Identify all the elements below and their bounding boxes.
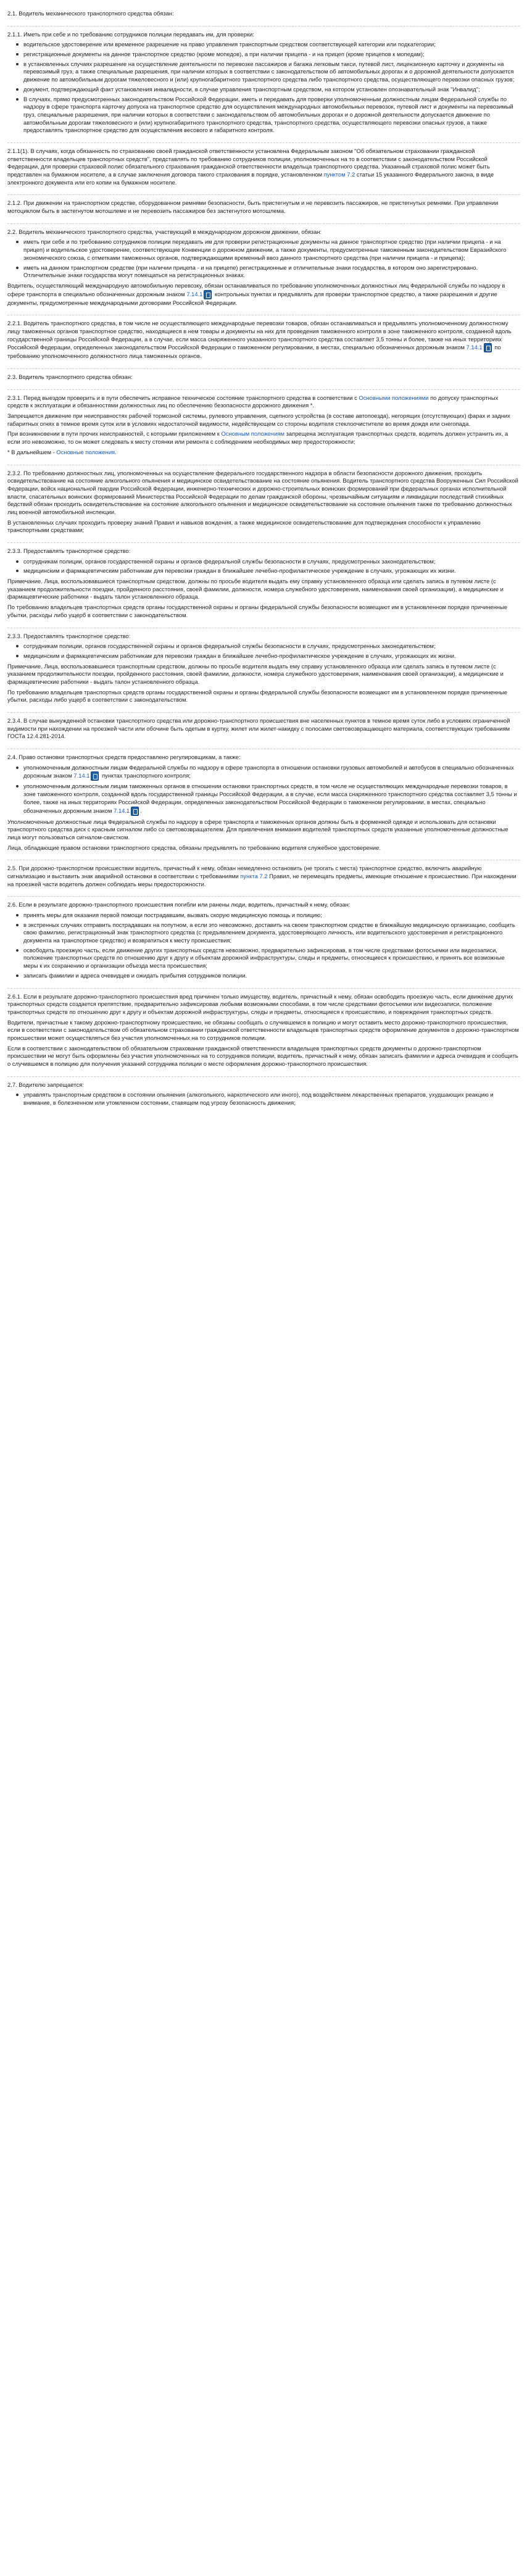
section-2-1-1 <box>7 26 520 143</box>
section-2-6-1 <box>7 988 520 1076</box>
bullet-list <box>7 558 520 575</box>
list-item: медицинским и фармацевтическим работникам для перевозки граждан в ближайшее лечебно-профилактическое учреждение в случаях, угрожающих их жизни. <box>23 567 520 575</box>
paragraph: 2.3.4. В случае вынужденной остановки транспортного средства или дорожно-транспортного происшествия вне населенных пунктов в темное время суток либо в условиях ограниченной видимости при нахождении на проезжей части или обочине быть одетым в куртку, жилет или жилет-накидку с полосами световозвращающего материала, соответствующих требованиям ГОСТа 12.4.281-2014. <box>7 717 510 740</box>
list-item: сотрудникам полиции, органов государственной охраны и органов федеральной службы безопасности в случаях, предусмотренных законодательством; <box>23 558 520 566</box>
text: 2.5. При дорожно-транспортном происшествии водитель, причастный к нему, обязан немедленно остановить (не трогать с места) транспортное средство, включить аварийную сигнализацию и выставить знак аварийной остановки в соответствии с требованиями <box>7 865 482 879</box>
text: . <box>140 807 142 814</box>
list-item <box>23 764 520 781</box>
list-item: иметь на данном транспортном средстве (при наличии прицепа - и на прицепе) регистрационные и отличительные знаки государства, в котором оно зарегистрировано. Отличительные знаки государства могут помещаться на регистрационных знаках. <box>23 264 520 280</box>
section-2-1-1-1 <box>7 143 520 194</box>
paragraph <box>7 320 520 360</box>
section-2-3-4 <box>7 712 520 749</box>
list-item: записать фамилии и адреса очевидцев и ожидать прибытия сотрудников полиции. <box>23 972 520 980</box>
list-item <box>23 783 520 815</box>
paragraph <box>7 282 520 307</box>
text: . <box>115 448 117 455</box>
text: Водитель, осуществляющий международную автомобильную перевозку, обязан останавливаться по требованию уполномоченных должностных лиц Федеральной службы по надзору в сфере транспорта в специально обозначенных дорожным знаком <box>7 281 505 297</box>
link-sign-7-14-1[interactable]: 7.14.1 <box>114 807 130 814</box>
section-2-4 <box>7 749 520 860</box>
footnote <box>7 449 520 457</box>
list-item: медицинским и фармацевтическим работникам для перевозки граждан в ближайшее лечебно-профилактическое учреждение в случаях, угрожающих их жизни. <box>23 652 520 660</box>
road-sign-icon <box>484 343 492 352</box>
text: по требованию уполномоченного должностного лица таможенных органов. <box>7 344 501 360</box>
text: * В дальнейшем - <box>7 448 57 455</box>
paragraph: По требованию владельцев транспортных средств органы государственной охраны и органы федеральной службы безопасности возмещают им в установленном порядке причиненные убытки, расходы либо ущерб в соответствии с законодательством. <box>7 604 507 618</box>
text: 2.1.1(1). В случаях, когда обязанность по страхованию своей гражданской ответственности установлена Федеральным законом "Об обязательном страховании гражданской ответственности владельцев транспортных средств", представлять по требованию сотрудников полиции, уполномоченных на то в соответствии с законодательством Российской Федерации, для проверки страховой полис обязательного страхования гражданской ответственности владельца транспортного средства. Указанный страховой полис может быть представлен на бумажном носителе, а в случае заключения договора такого страхования в порядке, установленном <box>7 147 490 178</box>
list-item: регистрационные документы на данное транспортное средство (кроме мопедов), а при наличии прицепа - и на прицеп (кроме прицепов к мопедам); <box>23 51 520 59</box>
section-2-5 <box>7 860 520 896</box>
paragraph-lead: 2.6. Если в результате дорожно-транспортного происшествия погибли или ранены люди, водитель, причастный к нему, обязан: <box>7 901 351 908</box>
text: Правил, не перемещать предметы, имеющие отношение к происшествию. При нахождении на проезжей части водитель должен соблюдать меры предосторожности. <box>7 872 517 887</box>
paragraph: Водители, причастные к такому дорожно-транспортному происшествию, не обязаны сообщать о случившемся в полицию и могут оставить место дорожно-транспортного происшествия, если в соответствии с законодательством об обязательном страховании гражданской ответственности владельцев транспортных средств оформление документов о дорожно-транспортном происшествии может осуществляться без участия уполномоченных на то сотрудников полиции. <box>7 1018 519 1041</box>
text: по допуску транспортных средств к эксплуатации и обязанностями должностных лиц по обеспечению безопасности дорожного движения *. <box>7 394 499 409</box>
section-heading: 2.1. Водитель механического транспортного средства обязан: <box>7 10 174 17</box>
paragraph-lead: 2.2. Водитель механического транспортного средства, участвующий в международном дорожном движении, обязан: <box>7 228 322 235</box>
paragraph: Примечание. Лица, воспользовавшиеся транспортным средством, должны по просьбе водителя выдать ему справку установленного образца или сделать запись в путевом листе (с указанием продолжительности поездки, пройденного расстояния, своей фамилии, должности, номера служебного удостоверения, наименования своей организации), а медицинские и фармацевтические работники - выдать талон установленного образца. <box>7 662 504 685</box>
text: пунктах транспортного контроля; <box>100 772 191 779</box>
list-item: в установленных случаях разрешение на осуществление деятельности по перевозке пассажиров и багажа легковым такси, путевой лист, лицензионную карточку и документы на перевозимый груз, а также специальные разрешения, при наличии которых в соответствии с законодательством об автомобильных дорогах и о дорожной деятельности допускается движение по автомобильным дорогам тяжеловесного и (или) крупногабаритного транспортного средства либо транспортного средства, осуществляющего перевозки опасных грузов; <box>23 60 520 84</box>
road-sign-icon <box>131 807 139 816</box>
text: 2.2.1. Водитель транспортного средства, в том числе не осуществляющего международные перевозки товаров, обязан останавливаться и предъявлять уполномоченному должностному лицу таможенных органов транспортное средство, находящиеся в нем товары и документы на них для проведения таможенного контроля в зоне таможенного контроля, созданной вдоль государственной границы Российской Федерации, а в случае, если масса снаряженного указанного транспортного средства составляет 3,5 тонны и более, также на иных территориях Российской Федерации, определенных законодательством Российской Федерации о таможенном регулировании, в местах, специально обозначенных дорожным знаком <box>7 320 512 351</box>
paragraph: Уполномоченные должностные лица Федеральной службы по надзору в сфере транспорта и таможенных органов должны быть в форменной одежде и использовать для остановки транспортного средства диск с красным сигналом либо со световозвращателем. Для привлечения внимания водителей транспортных средств указанные уполномоченные должностные лица могут пользоваться сигналом-свистком. <box>7 818 508 841</box>
list-item: освободить проезжую часть, если движение других транспортных средств невозможно, предварительно зафиксировав, в том числе средствами фотосъемки или видеозаписи, положение транспортных средств по отношению друг к другу и объектам дорожной инфраструктуры, следы и предметы, относящиеся к происшествию, и принять все возможные меры к их сохранению и организации объезда места происшествия; <box>23 947 520 970</box>
link-osnovnye-polozheniya[interactable]: Основными положениями <box>359 394 429 401</box>
paragraph: В установленных случаях проходить проверку знаний Правил и навыков вождения, а также медицинское освидетельствование для подтверждения способности к управлению транспортными средствами; <box>7 518 481 534</box>
link-punkt-7-2[interactable]: пунктом 7.2 <box>323 171 355 178</box>
bullet-list <box>7 238 520 279</box>
list-item: в экстренных случаях отправить пострадавших на попутном, а если это невозможно, доставить на своем транспортном средстве в ближайшую медицинскую организацию, сообщить свою фамилию, регистрационный знак транспортного средства (с предъявлением документа, удостоверяющего личность, или водительского удостоверения и регистрационного документа на транспортное средство) и возвратиться к месту происшествия; <box>23 921 520 945</box>
text: контрольных пунктах и предъявлять для проверки транспортное средство, а также разрешения и другие документы, предусмотренные международными договорами Российской Федерации. <box>7 290 497 306</box>
paragraph-lead: 2.7. Водителю запрещается: <box>7 1081 84 1088</box>
list-item: документ, подтверждающий факт установления инвалидности, в случае управления транспортным средством, на котором установлен опознавательный знак "Инвалид"; <box>23 86 520 94</box>
bullet-list <box>7 912 520 980</box>
bullet-list <box>7 764 520 816</box>
section-2-3-1 <box>7 389 520 465</box>
paragraph <box>7 865 520 888</box>
paragraph-lead: 2.3.3. Предоставлять транспортное средство: <box>7 632 131 639</box>
link-sign-7-14-1[interactable]: 7.14.1 <box>186 290 203 297</box>
section-2-7 <box>7 1076 520 1115</box>
paragraph-lead: 2.1.1. Иметь при себе и по требованию сотрудников полиции передавать им, для проверки: <box>7 30 254 38</box>
paragraph: 2.3. Водитель транспортного средства обязан: <box>7 373 133 380</box>
section-2-1 <box>7 7 520 26</box>
paragraph-lead: 2.4. Право остановки транспортных средств предоставлено регулировщикам, а также: <box>7 754 241 761</box>
section-2-2-1 <box>7 315 520 368</box>
bullet-list <box>7 1091 520 1107</box>
paragraph <box>7 430 520 446</box>
section-2-3-2 <box>7 465 520 543</box>
paragraph <box>7 394 520 410</box>
list-item: сотрудникам полиции, органов государственной охраны и органов федеральной службы безопасности в случаях, предусмотренных законодательством; <box>23 642 520 650</box>
paragraph-lead: 2.3.3. Предоставлять транспортное средство: <box>7 547 131 554</box>
road-sign-icon <box>91 771 99 781</box>
section-2-3-3 <box>7 542 520 628</box>
link-sign-7-14-1[interactable]: 7.14.1 <box>73 772 90 779</box>
list-item: управлять транспортным средством в состоянии опьянения (алкогольного, наркотического или иного), под воздействием лекарственных препаратов, ухудшающих реакцию и внимание, в болезненном или утомленном состоянии, ставящем под угрозу безопасность движения; <box>23 1091 520 1107</box>
paragraph: Запрещается движение при неисправностях рабочей тормозной системы, рулевого управления, сцепного устройства (в составе автопоезда), негорящих (отсутствующих) фарах и задних габаритных огнях в темное время суток или в условиях недостаточной видимости, недействующем со стороны водителя стеклоочистителе во время дождя или снегопада. <box>7 412 510 427</box>
section-2-2 <box>7 223 520 315</box>
road-sign-icon <box>204 290 212 299</box>
paragraph: Если в соответствии с законодательством об обязательном страховании гражданской ответственности владельцев транспортных средств документы о дорожно-транспортном происшествии не могут быть оформлены без участия уполномоченных на то сотрудников полиции, водитель, причастный к нему, обязан записать фамилии и адреса очевидцев и сообщить о случившемся в полицию для получения указаний сотрудника полиции о месте оформления дорожно-транспортного происшествия. <box>7 1044 518 1067</box>
text: запрещена эксплуатация транспортных средств, водитель должен устранить их, а если это невозможно, то он может следовать к месту стоянки или ремонта с соблюдением необходимых мер предосторожности; <box>7 430 508 446</box>
paragraph: 2.3.2. По требованию должностных лиц, уполномоченных на осуществление федерального государственного надзора в области безопасности дорожного движения, проходить освидетельствование на состояние алкогольного опьянения и медицинское освидетельствование на состояние опьянения. Водитель транспортного средства Вооруженных Сил Российской Федерации, войск национальной гвардии Российской Федерации, инженерно-технических и дорожно-строительных воинских формирований при федеральных органах исполнительной власти, спасательных воинских формирований Министерства Российской Федерации по делам гражданской обороны, чрезвычайным ситуациям и ликвидации последствий стихийных бедствий обязан проходить освидетельствование на состояние алкогольного опьянения и медицинское освидетельствование на состояние опьянения также по требованию должностных лиц военной автомобильной инспекции. <box>7 469 518 515</box>
section-2-6 <box>7 896 520 987</box>
paragraph: 2.1.2. При движении на транспортном средстве, оборудованном ремнями безопасности, быть пристегнутым и не перевозить пассажиров, не пристегнутых ремнями. При управлении мотоциклом быть в застегнутом мотошлеме и не перевозить пассажиров без застегнутого мотошлема. <box>7 199 499 215</box>
text: При возникновении в пути прочих неисправностей, с которыми приложением к <box>7 430 222 438</box>
link-osnovnym-polozheniyam[interactable]: Основным положениям <box>221 430 284 438</box>
paragraph <box>7 147 520 186</box>
text: статьи 15 указанного Федерального закона, в виде электронного документа или его копии на бумажном носителе. <box>7 171 494 186</box>
paragraph: Примечание. Лица, воспользовавшиеся транспортным средством, должны по просьбе водителя выдать ему справку установленного образца или сделать запись в путевом листе (с указанием продолжительности поездки, пройденного расстояния, своей фамилии, должности, номера служебного удостоверения, наименования своей организации), а медицинские и фармацевтические работники - выдать талон установленного образца. <box>7 578 504 600</box>
link-sign-7-14-1[interactable]: 7.14.1 <box>466 344 483 351</box>
document <box>0 0 527 1121</box>
section-2-3-3-duplicate <box>7 628 520 713</box>
paragraph: 2.6.1. Если в результате дорожно-транспортного происшествия вред причинен только имуществу, водитель, причастный к нему, обязан освободить проезжую часть, если движение других транспортных средств создается препятствие, предварительно зафиксировав любыми возможными способами, в том числе средствами фотосъемки или видеозаписи, положение транспортных средств по отношению друг к другу и объектам дорожной инфраструктуры, следы и предметы, относящиеся к происшествию, и повреждения транспортных средств. <box>7 992 513 1015</box>
list-item: В случаях, прямо предусмотренных законодательством Российской Федерации, иметь и передавать для проверки уполномоченным должностным лицам Федеральной службы по надзору в сфере транспорта карточку допуска на транспортное средство для осуществления международных автомобильных перевозок, путевой лист и документы на перевозимый груз, специальные разрешения, при наличии которых в соответствии с законодательством об автомобильных дорогах и о дорожной деятельности допускается движение по автомобильным дорогам тяжеловесного и (или) крупногабаритного транспортного средства, транспортного средства, осуществляющего перевозки опасных грузов, а также предоставлять транспортное средство для осуществления весового и габаритного контроля. <box>23 96 520 135</box>
paragraph: Лица, обладающие правом остановки транспортного средства, обязаны предъявлять по требованию водителя служебное удостоверение. <box>7 844 381 851</box>
text: уполномоченным должностным лицам Федеральной службы по надзору в сфере транспорта в отношении остановки грузовых автомобилей и автобусов в специально обозначенных дорожным знаком <box>23 763 514 779</box>
bullet-list <box>7 642 520 660</box>
link-osnovnye-polozheniya-footnote[interactable]: Основные положения <box>56 448 115 455</box>
text: уполномоченным должностным лицам таможенных органов в отношении остановки транспортных средств, в том числе не осуществляющих международные перевозки товаров, в зоне таможенного контроля, созданной вдоль государственной границы Российской Федерации, а в случае, если масса снаряженного транспортного средства составляет 3,5 тонны и более, также на иных территориях Российской Федерации, определенных законодательством Российской Федерации о таможенном регулировании, в местах, специально обозначенных дорожным знаком <box>23 783 517 814</box>
list-item: принять меры для оказания первой помощи пострадавшим, вызвать скорую медицинскую помощь и полицию; <box>23 912 520 920</box>
section-2-1-2 <box>7 194 520 223</box>
section-2-3 <box>7 368 520 389</box>
list-item: иметь при себе и по требованию сотрудников полиции передавать им для проверки регистрационные документы на данное транспортное средство (при наличии прицепа - и на прицеп) и водительское удостоверение, соответствующие Конвенции о дорожном движении, а также документы, предусмотренные таможенным законодательством Евразийского экономического союза, с отметками таможенных органов, подтверждающими временный ввоз данного транспортного средства (при наличии прицепа - и прицепа); <box>23 238 520 262</box>
paragraph: По требованию владельцев транспортных средств органы государственной охраны и органы федеральной службы безопасности возмещают им в установленном порядке причиненные убытки, расходы либо ущерб в соответствии с законодательством. <box>7 688 507 704</box>
text: 2.3.1. Перед выездом проверить и в пути обеспечить исправное техническое состояние транспортного средства в соответствии с <box>7 394 359 401</box>
list-item: водительское удостоверение или временное разрешение на право управления транспортным средством соответствующей категории или подкатегории; <box>23 41 520 49</box>
link-punkt-7-2[interactable]: пункта 7.2 <box>240 872 268 879</box>
bullet-list <box>7 41 520 135</box>
